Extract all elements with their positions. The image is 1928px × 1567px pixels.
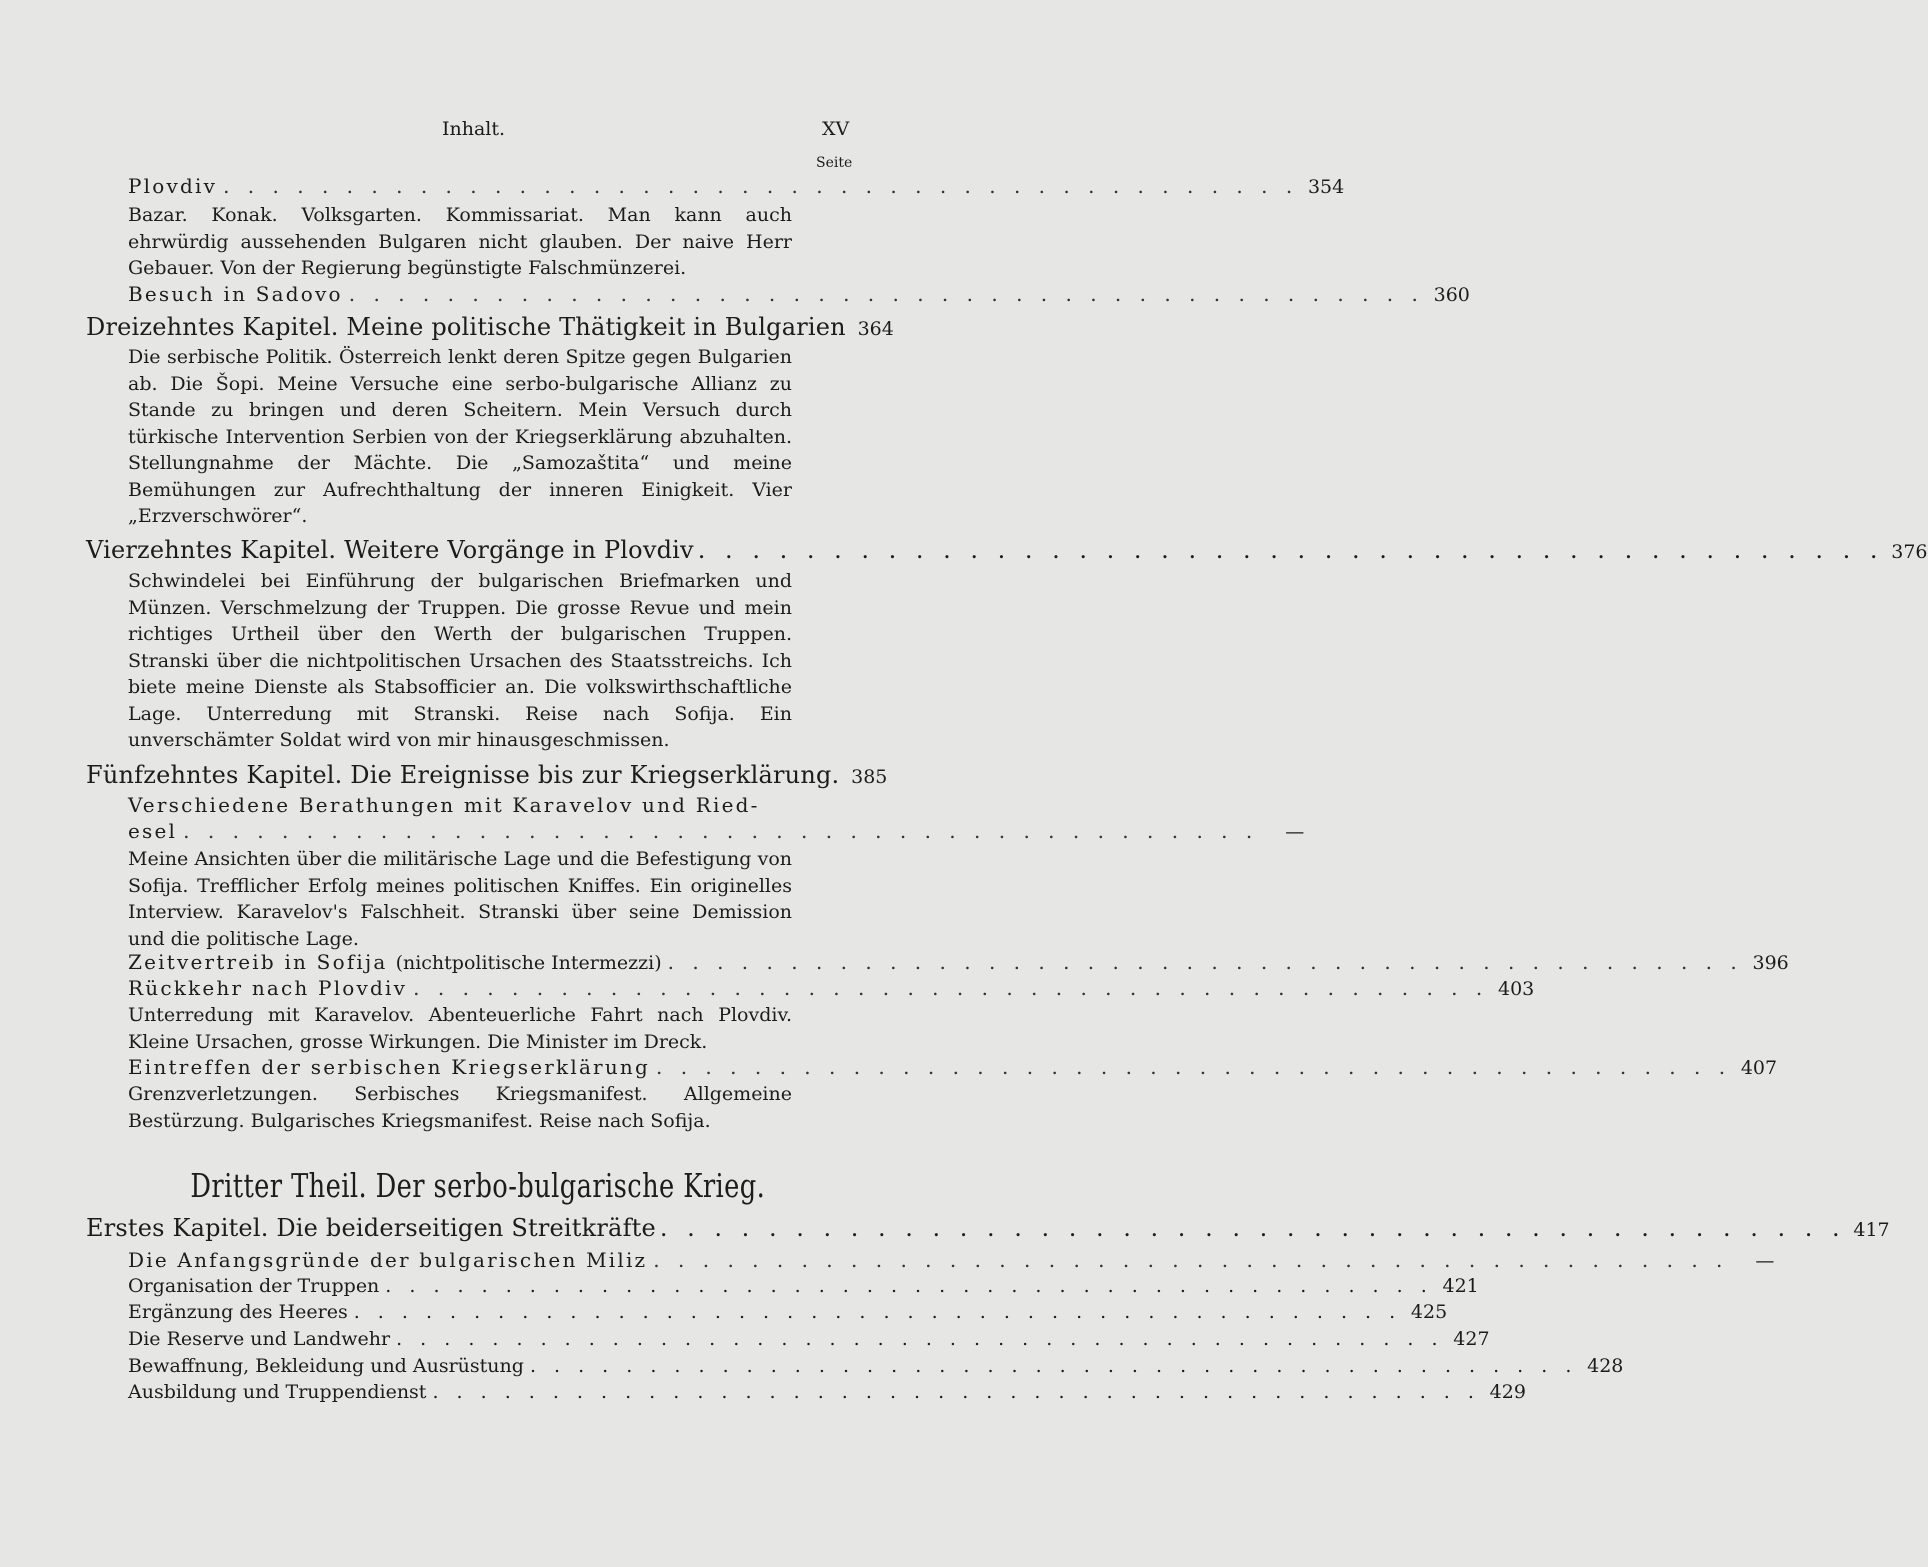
toc-subentry-label: Die Reserve und Landwehr	[128, 1328, 391, 1350]
toc-entry-label: Verschiedene Berathungen mit Karavelov und Ried-	[128, 793, 760, 817]
chapter-title: Erstes Kapitel. Die beiderseitigen Streitkräfte	[86, 1214, 656, 1242]
dot-leader: . . . . . . . . . . . . . . . . . . . . . . . . . . . . . . . . . . . . . . . . . . . .	[697, 536, 1884, 564]
dot-leader: . . . . . . . . . . . . . . . . . . . . . . . . . . . . . . . . . . . . . . . . . . . .	[653, 1248, 1729, 1272]
toc-subentry-label: Ausbildung und Truppendienst	[128, 1381, 427, 1403]
dot-leader: . . . . . . . . . . . . . . . . . . . . . . . . . . . . . . . . . . . . . . . . . . . .	[413, 976, 1489, 1000]
toc-subentry-label: Ergänzung des Heeres	[128, 1301, 348, 1323]
toc-page-number: 428	[1587, 1355, 1624, 1377]
toc-subentry	[128, 1301, 1448, 1323]
chapter-title: Fünfzehntes Kapitel. Die Ereignisse bis zur Kriegserklärung.	[86, 761, 840, 789]
toc-entry	[128, 174, 1345, 198]
dot-leader: . . . . . . . . . . . . . . . . . . . . . . . . . . . . . . . . . . . . . . . . . . . .	[529, 1355, 1578, 1377]
toc-entry-label: Zeitvertreib in Sofija	[128, 950, 388, 974]
toc-subentry	[128, 1355, 1624, 1377]
toc-subentry	[128, 1275, 1479, 1297]
toc-subentry	[128, 1328, 1490, 1350]
toc-page-number: 407	[1740, 1057, 1778, 1079]
dot-leader: . . . . . . . . . . . . . . . . . . . . . . . . . . . . . . . . . . . . . . . . . . . .	[223, 174, 1299, 198]
page-number: XV	[822, 118, 850, 140]
toc-entry-label: Besuch in Sadovo	[128, 282, 343, 306]
toc-subentry	[128, 1381, 1526, 1403]
toc-page-number: 427	[1453, 1328, 1490, 1350]
toc-entry	[128, 819, 1305, 843]
chapter-title: Vierzehntes Kapitel. Weitere Vorgänge in Plovdiv	[86, 536, 694, 564]
toc-entry-label: Plovdiv	[128, 174, 218, 198]
toc-description: Schwindelei bei Einführung der bulgarischen Briefmarken und Münzen. Verschmelzung der Truppen. Die grosse Revue und mein richtiges Urtheil über den Werth der bulgarischen Truppen. Stranski über die nichtpolitischen Ursachen des Staatsstreichs. Ich biete meine Dienste als Stabsofficier an. Die volkswirthschaftliche Lage. Unterredung mit Stranski. Reise nach Sofija. Ein unverschämter Soldat wird von mir hinausgeschmissen.	[128, 570, 792, 751]
chapter-title: Dreizehntes Kapitel. Meine politische Thätigkeit in Bulgarien	[86, 313, 846, 341]
toc-page-number: 417	[1853, 1219, 1890, 1241]
dot-leader: . . . . . . . . . . . . . . . . . . . . . . . . . . . . . . . . . . . . . . . . . . . .	[385, 1275, 1433, 1297]
toc-page-number: 425	[1410, 1301, 1448, 1323]
toc-page-number: 403	[1498, 978, 1535, 1000]
toc-description: Grenzverletzungen. Serbisches Kriegsmanifest. Allgemeine Bestürzung. Bulgarisches Kriegsmanifest. Reise nach Sofija.	[128, 1083, 792, 1132]
dot-leader: . . . . . . . . . . . . . . . . . . . . . . . . . . . . . . . . . . . . . . . . . . . .	[396, 1328, 1444, 1350]
toc-description: Bazar. Konak. Volksgarten. Kommissariat. Man kann auch ehrwürdig aussehenden Bulgaren nicht glauben. Der naive Herr Gebauer. Von der Regierung begünstigte Falschmünzerei.	[128, 204, 792, 279]
dot-leader: . . . . . . . . . . . . . . . . . . . . . . . . . . . . . . . . . . . . . . . . . . . .	[348, 282, 1424, 306]
toc-entry-label: esel	[128, 819, 178, 843]
toc-page-number: —	[1285, 821, 1305, 843]
dot-leader: . . . . . . . . . . . . . . . . . . . . . . . . . . . . . . . . . . . . . . . . . . . .	[183, 819, 1259, 843]
toc-page-number: 421	[1442, 1275, 1479, 1297]
dot-leader: . . . . . . . . . . . . . . . . . . . . . . . . . . . . . . . . . . . . . . . . . . . .	[432, 1381, 1480, 1403]
running-title: Inhalt.	[442, 118, 506, 140]
toc-entry	[128, 1248, 1775, 1272]
dot-leader: . . . . . . . . . . . . . . . . . . . . . . . . . . . . . . . . . . . . . . . . . . . .	[656, 1055, 1732, 1079]
dot-leader: . . . . . . . . . . . . . . . . . . . . . . . . . . . . . . . . . . . . . . . . . . . .	[659, 1214, 1846, 1242]
toc-entry	[128, 1055, 1778, 1079]
toc-description: Meine Ansichten über die militärische Lage und die Befestigung von Sofija. Trefflicher Erfolg meines politischen Kniffes. Ein originelles Interview. Karavelov's Falschheit. Stranski über seine Demission und die politische Lage.	[128, 848, 792, 950]
toc-chapter	[86, 1214, 1890, 1242]
toc-chapter	[86, 536, 1928, 564]
dot-leader: . . . . . . . . . . . . . . . . . . . . . . . . . . . . . . . . . . . . . . . . . . . .	[667, 950, 1743, 974]
toc-entry-label: Die Anfangsgründe der bulgarischen Miliz	[128, 1248, 648, 1272]
toc-chapter	[86, 313, 894, 341]
toc-entry	[128, 793, 858, 817]
toc-description: Unterredung mit Karavelov. Abenteuerliche Fahrt nach Plovdiv. Kleine Ursachen, grosse Wirkungen. Die Minister im Dreck.	[128, 1004, 792, 1053]
toc-entry-label: Eintreffen der serbischen Kriegserklärung	[128, 1055, 650, 1079]
toc-subentry-label: Organisation der Truppen	[128, 1275, 380, 1297]
toc-description: Die serbische Politik. Österreich lenkt deren Spitze gegen Bulgarien ab. Die Šopi. Meine Versuche eine serbo-bulgarische Allianz zu Stande zu bringen und deren Scheitern. Mein Versuch durch türkische Intervention Serbien von der Kriegserklärung abzuhalten. Stellungnahme der Mächte. Die „Samozaštita“ und meine Bemühungen zur Aufrechthaltung der inneren Einigkeit. Vier „Erzverschwörer“.	[128, 346, 792, 527]
toc-entry-suffix: (nichtpolitische Intermezzi)	[395, 952, 662, 974]
toc-page-number: 354	[1307, 176, 1345, 198]
toc-entry	[128, 976, 1535, 1000]
toc-page-number: 376	[1891, 541, 1928, 563]
toc-page-number: 385	[851, 766, 888, 788]
toc-chapter	[86, 761, 888, 789]
toc-page-number: —	[1755, 1250, 1775, 1272]
seite-label: Seite	[816, 155, 853, 171]
toc-page-number: 429	[1489, 1381, 1526, 1403]
toc-page-number: 396	[1752, 952, 1789, 974]
toc-page-number: 364	[857, 318, 894, 340]
toc-entry	[128, 282, 1470, 306]
part-title: Dritter Theil. Der serbo-bulgarische Krieg.	[190, 1166, 766, 1205]
toc-entry-label: Rückkehr nach Plovdiv	[128, 976, 408, 1000]
toc-entry	[128, 950, 1789, 974]
toc-subentry-label: Bewaffnung, Bekleidung und Ausrüstung	[128, 1355, 524, 1377]
dot-leader: . . . . . . . . . . . . . . . . . . . . . . . . . . . . . . . . . . . . . . . . . . . .	[353, 1301, 1402, 1323]
toc-page-number: 360	[1433, 284, 1470, 306]
